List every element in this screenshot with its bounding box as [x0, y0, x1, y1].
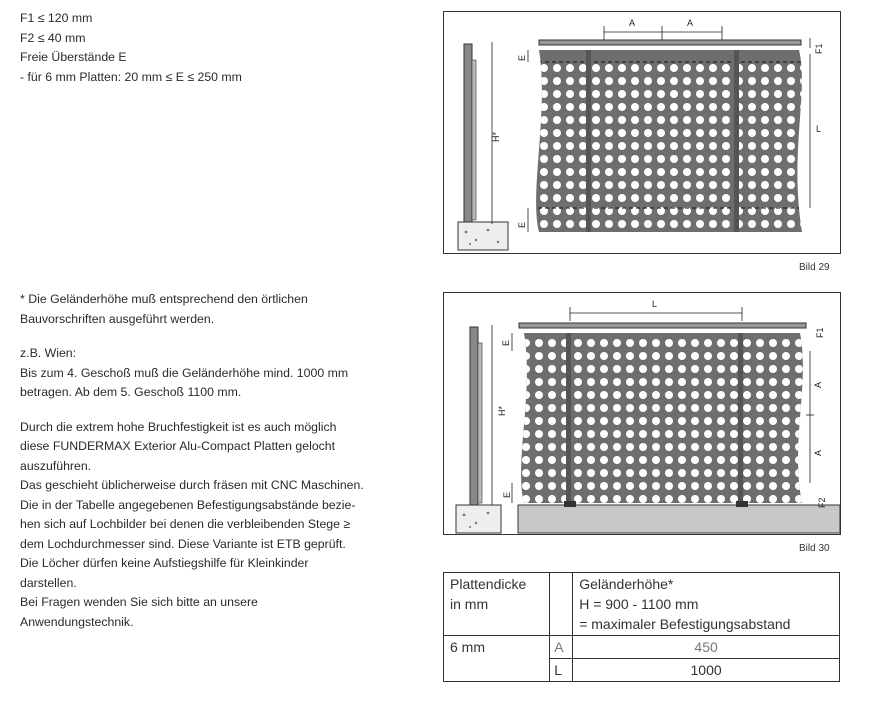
dim-a-1: A [813, 381, 823, 388]
dim-e-top: E [517, 54, 527, 61]
post [464, 44, 472, 224]
dim-e-bottom: E [517, 221, 527, 228]
cell-key-l: L [550, 659, 573, 682]
foundation [458, 222, 508, 250]
note-line: auszuführen. [20, 458, 92, 473]
spec-f1: F1 ≤ 120 mm [20, 11, 93, 25]
header-thickness: Plattendicke in mm [444, 573, 550, 636]
perforated-panel [524, 48, 824, 238]
cell-key-a: A [550, 636, 573, 659]
note-p3b: betragen. Ab dem 5. Geschoß 1100 mm. [20, 385, 242, 399]
cell-value-l: 1000 [573, 659, 840, 682]
spec-f2: F2 ≤ 40 mm [20, 30, 86, 45]
dim-e-top: E [501, 339, 511, 346]
handrail [519, 323, 806, 328]
note-line: Durch die extrem hohe Bruchfestigkeit ist es auch möglich [20, 419, 337, 434]
dim-e-bottom: E [502, 491, 512, 498]
cell-thickness: 6 mm [444, 636, 550, 682]
spec-e-range: - für 6 mm Platten: 20 mm ≤ E ≤ 250 mm [20, 69, 242, 84]
note-line: darstellen. [20, 575, 77, 590]
header-height: Geländerhöhe* H = 900 - 1100 mm = maximaler Befestigungsabstand [573, 573, 840, 636]
note-line: diese FUNDERMAX Exterior Alu-Compact Platten gelocht [20, 439, 336, 453]
figure-29-drawing [444, 12, 840, 253]
foundation [456, 505, 501, 533]
note-line: Anwendungstechnik. [20, 614, 134, 629]
dim-a-2: A [813, 449, 823, 456]
caption-30: Bild 30 [799, 543, 830, 554]
note-line: hen sich auf Lochbilder bei denen die verbleibenden Stege ≥ [20, 517, 351, 531]
dim-f1: F1 [815, 327, 825, 338]
post [470, 327, 478, 505]
dim-h: H* [497, 405, 507, 416]
note-p1: * Die Geländerhöhe muß entsprechend den örtlichen [20, 292, 308, 306]
note-text [20, 290, 430, 632]
table-row [444, 636, 840, 659]
dim-l: L [816, 124, 822, 134]
dim-f2: F2 [817, 497, 827, 508]
note-line: Das geschieht üblicherweise durch fräsen mit CNC Maschinen. [20, 478, 364, 492]
note-line: Bei Fragen wenden Sie sich bitte an unsere [20, 595, 258, 609]
floor-slab [518, 505, 840, 533]
cell-value-a: 450 [573, 636, 840, 659]
perforated-panel [504, 327, 824, 511]
note-p3a: Bis zum 4. Geschoß muß die Geländerhöhe mind. 1000 mm [20, 365, 349, 380]
note-line: dem Lochdurchmesser sind. Diese Variante ist ETB geprüft. [20, 536, 346, 551]
dim-f1: F1 [814, 43, 824, 54]
dim-a-2: A [687, 18, 694, 28]
dim-l: L [652, 299, 658, 309]
dim-a-1: A [629, 18, 636, 28]
handrail [539, 40, 801, 45]
dim-h: H* [491, 131, 501, 142]
note-line: Die Löcher dürfen keine Aufstiegshilfe für Kleinkinder [20, 556, 309, 570]
top-spec-text [20, 9, 242, 87]
note-line: Die in der Tabelle angegebenen Befestigungsabstände bezie- [20, 497, 356, 512]
spec-e-title: Freie Überstände E [20, 50, 127, 64]
figure-30 [443, 292, 841, 535]
spec-table [443, 572, 840, 682]
note-p2: z.B. Wien: [20, 346, 77, 360]
figure-29 [443, 11, 841, 254]
figure-30-drawing [444, 293, 840, 534]
note-p1b: Bauvorschriften ausgeführt werden. [20, 311, 215, 326]
caption-29: Bild 29 [799, 262, 830, 273]
table-header-row [444, 573, 840, 636]
